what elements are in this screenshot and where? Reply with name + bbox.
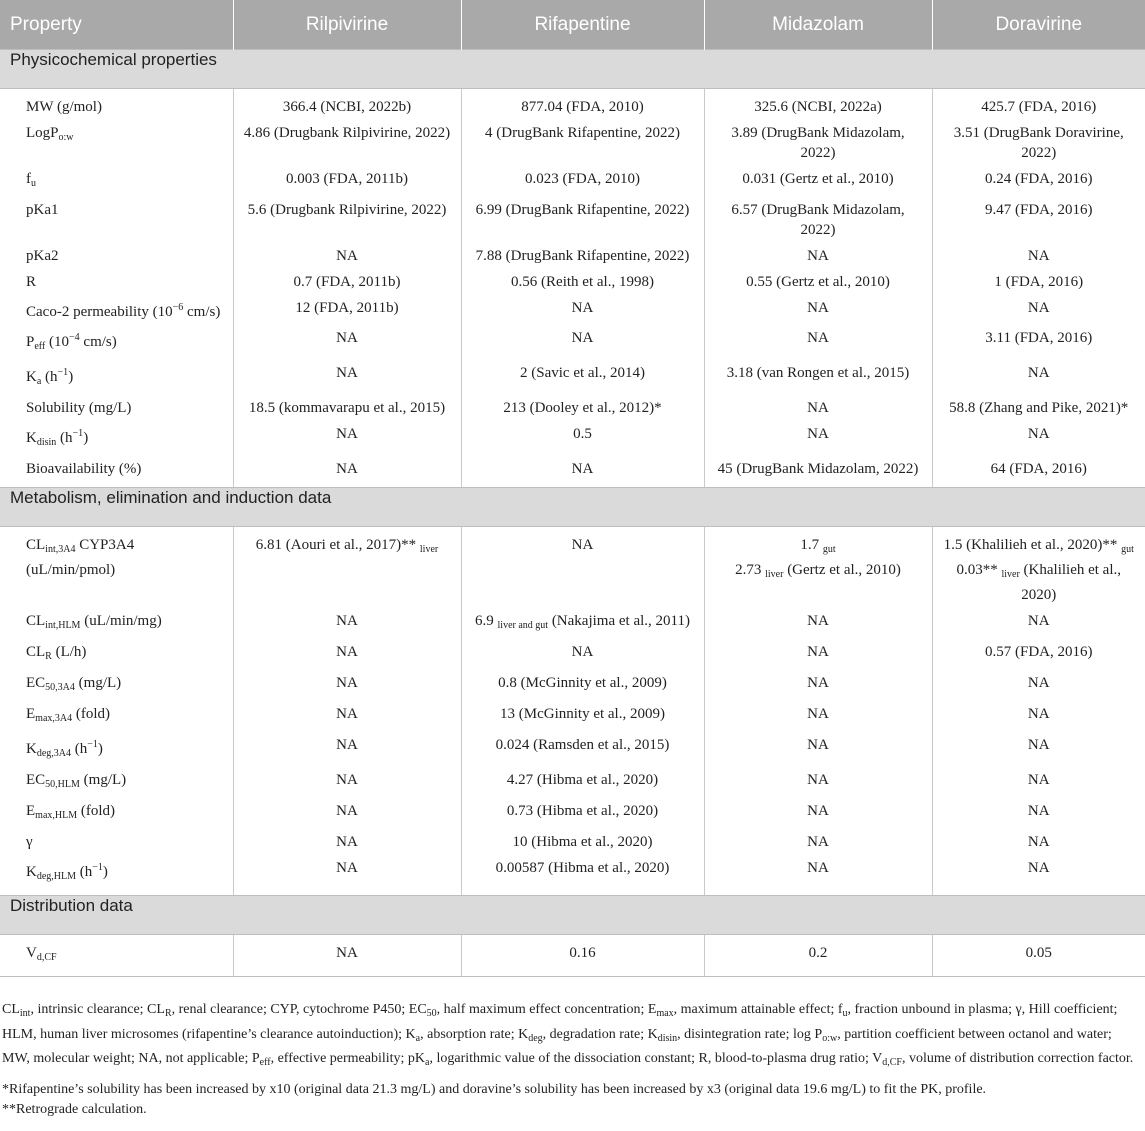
midazolam-value-cell: 0.031 (Gertz et al., 2010) — [704, 166, 932, 197]
section-title: Metabolism, elimination and induction data — [0, 488, 1145, 527]
table-row — [0, 767, 1145, 798]
doravirine-value-cell: 64 (FDA, 2016) — [932, 456, 1145, 488]
subscript: gut — [822, 544, 836, 555]
table-row — [0, 855, 1145, 896]
table-row — [0, 701, 1145, 732]
rifapentine-value-cell: NA — [461, 527, 704, 609]
doravirine-value-cell: 9.47 (FDA, 2016) — [985, 202, 1093, 218]
property-cell: $K_{disin}$ $(h^{-1})$ — [0, 421, 233, 456]
property-cell: $E_{max,3A4}$ (fold) — [0, 701, 233, 732]
midazolam-value-cell: 3.18 (van Rongen et al., 2015) — [704, 360, 932, 395]
property-cell: $EC_{50,HLM}$ (mg/L) — [0, 767, 233, 798]
rifapentine-value-cell: 13 (McGinnity et al., 2009) — [461, 701, 704, 732]
doravirine-value-cell: 0.57 (FDA, 2016) — [985, 644, 1093, 660]
property-cell: Solubility (mg/L) — [0, 395, 233, 421]
subscript: max,HLM — [35, 810, 78, 821]
rilpivirine-value-cell: NA — [233, 456, 461, 488]
rifapentine-value-cell: 6.99 (DrugBank Rifapentine, 2022) — [461, 197, 704, 243]
rilpivirine-value-cell: NA — [233, 325, 461, 360]
property-cell: MW (g/mol) — [0, 89, 233, 121]
table-footnotes — [0, 1000, 1137, 1121]
section-header-row — [0, 50, 1145, 89]
table-row — [0, 360, 1145, 395]
rifapentine-value-cell: NA — [461, 639, 704, 670]
midazolam-value-cell: 6.57 (DrugBank Midazolam, 2022) — [704, 197, 932, 243]
property-cell: $CL_{int,HLM}$ (uL/min/mg) — [0, 608, 233, 639]
table-row — [0, 829, 1145, 855]
table-row — [0, 456, 1145, 488]
table-row — [0, 798, 1145, 829]
abbreviations-note: $CL_{int}$, intrinsic clearance; $CL_R$, renal clearance; CYP, cytochrome P450; $EC_{50}$, half maximum effect concentration; $E_{max}$, maximum attainable effect; $f_u$, fraction unbound in plasma; γ, Hill coefficient; HLM, human liver microsomes (rifapentine’s clearance autoinduction); $K_a$, absorption rate; $K_{deg}$, degradation rate; $K_{disin}$, disintegration rate; $\log P_{o:w}$, partition coefficient between octanol and water; MW, molecular weight; NA, not applicable; $P_{eff}$, effective permeability; $pK_a$, logarithmic value of the dissociation constant; R, blood-to-plasma drug ratio; $V_{d,CF}$, volume of distribution correction factor. — [2, 1002, 1134, 1068]
rifapentine-value-cell: 0.56 (Reith et al., 1998) — [461, 269, 704, 295]
property-cell: R — [0, 269, 233, 295]
subscript: d,CF — [36, 952, 57, 963]
rifapentine-value-cell: NA — [461, 295, 704, 325]
retrograde-footnote: **Retrograde calculation. — [2, 1102, 147, 1117]
table-row — [0, 243, 1145, 269]
superscript: −1 — [92, 862, 103, 873]
doravirine-value-cell: NA — [1027, 737, 1050, 753]
table-row — [0, 166, 1145, 197]
midazolam-value-cell: NA — [704, 798, 932, 829]
doravirine-value-cell: 58.8 (Zhang and Pike, 2021)* — [949, 400, 1129, 416]
property-cell: pKa2 — [0, 243, 233, 269]
subscript: R — [164, 1008, 172, 1019]
subscript: u — [31, 178, 36, 189]
rifapentine-value-cell: NA — [461, 456, 704, 488]
midazolam-value-cell: NA — [704, 639, 932, 670]
midazolam-value-cell: NA — [704, 421, 932, 456]
table-row — [0, 295, 1145, 325]
rifapentine-value-cell: 213 (Dooley et al., 2012)* — [461, 395, 704, 421]
property-cell: γ — [0, 829, 233, 855]
midazolam-value-cell: 45 (DrugBank Midazolam, 2022) — [704, 456, 932, 488]
subscript: 50 — [426, 1008, 437, 1019]
rifapentine-value-cell: 0.023 (FDA, 2010) — [461, 166, 704, 197]
subscript: a — [415, 1032, 421, 1044]
subscript: u — [842, 1008, 848, 1019]
doravirine-value-cell: 1 (FDA, 2016) — [994, 274, 1084, 290]
doravirine-value-cell: NA — [1027, 834, 1050, 850]
table-row — [0, 732, 1145, 767]
property-cell: $P_{eff}$ ($10^{-4}$ cm/s) — [0, 325, 233, 360]
midazolam-value-cell: NA — [704, 829, 932, 855]
subscript: eff — [259, 1057, 271, 1068]
table-row — [0, 325, 1145, 360]
doravirine-value-cell: 3.51 (DrugBank Doravirine, 2022) — [953, 125, 1124, 161]
subscript: liver — [419, 544, 439, 555]
property-cell: $K_{deg,HLM}$ $(h^{-1})$ — [0, 855, 233, 896]
subscript: int — [19, 1008, 31, 1019]
subscript: liver — [765, 569, 784, 580]
rilpivirine-value-cell: NA — [233, 855, 461, 896]
doravirine-value-cell: 0.24 (FDA, 2016) — [985, 171, 1093, 187]
subscript: d,CF — [882, 1057, 902, 1068]
property-cell: LogP$_{o:w}$ — [0, 120, 233, 166]
rilpivirine-value-cell: NA — [233, 829, 461, 855]
midazolam-value-cell: 0.55 (Gertz et al., 2010) — [704, 269, 932, 295]
doravirine-value-cell: NA — [1027, 675, 1050, 691]
rilpivirine-value-cell: NA — [233, 670, 461, 701]
rilpivirine-value-cell: NA — [233, 767, 461, 798]
subscript: deg — [528, 1032, 543, 1044]
table-row — [0, 421, 1145, 456]
property-cell: $f_u$ — [0, 166, 233, 197]
rilpivirine-value-cell: 366.4 (NCBI, 2022b) — [233, 89, 461, 121]
property-cell: Bioavailability (%) — [0, 456, 233, 488]
rifapentine-value-cell: 0.00587 (Hibma et al., 2020) — [461, 855, 704, 896]
rifapentine-value-cell: 0.8 (McGinnity et al., 2009) — [461, 670, 704, 701]
doravirine-value-cell: NA — [1027, 365, 1050, 381]
property-cell: $CL_{int,3A4}$ CYP3A4 (uL/min/pmol) — [0, 527, 233, 609]
subscript: a — [36, 376, 42, 387]
midazolam-value-cell: NA — [704, 767, 932, 798]
table-row — [0, 197, 1145, 243]
section-header-row — [0, 488, 1145, 527]
section-title: Physicochemical properties — [0, 50, 1145, 89]
midazolam-value-cell: 3.89 (DrugBank Midazolam, 2022) — [704, 120, 932, 166]
rilpivirine-value-cell: NA — [233, 935, 461, 977]
table-row — [0, 670, 1145, 701]
subscript: deg,HLM — [36, 871, 77, 882]
table-row — [0, 269, 1145, 295]
rilpivirine-value-cell: NA — [233, 421, 461, 456]
rifapentine-value-cell: 7.88 (DrugBank Rifapentine, 2022) — [461, 243, 704, 269]
doravirine-value-cell: NA — [1027, 803, 1050, 819]
header-row — [0, 0, 1145, 50]
header-midazolam: Midazolam — [704, 0, 932, 50]
midazolam-value-cell: 0.2 — [704, 935, 932, 977]
doravirine-value-cell: NA — [1027, 248, 1050, 264]
rilpivirine-value-cell: 12 (FDA, 2011b) — [233, 295, 461, 325]
subscript: eff — [34, 341, 46, 352]
rilpivirine-value-cell: NA — [233, 798, 461, 829]
rifapentine-value-cell: 4.27 (Hibma et al., 2020) — [461, 767, 704, 798]
superscript: −4 — [69, 332, 80, 343]
solubility-footnote: *Rifapentine’s solubility has been increased by x10 (original data 21.3 mg/L) and doravine’s solubility has been increased by x3 (original data 19.6 mg/L) to fit the PK, profile. — [2, 1081, 987, 1097]
midazolam-value-cell: 1.7 $_{gut}$ 2.73 $_{liver}$ (Gertz et al., 2010) — [704, 527, 932, 609]
midazolam-value-cell: NA — [704, 670, 932, 701]
rifapentine-value-cell: 6.9 $_{liver and gut}$ (Nakajima et al., 2011) — [461, 608, 704, 639]
midazolam-value-cell: NA — [704, 701, 932, 732]
midazolam-value-cell: 325.6 (NCBI, 2022a) — [704, 89, 932, 121]
rifapentine-value-cell: 2 (Savic et al., 2014) — [461, 360, 704, 395]
header-property: Property — [0, 0, 233, 50]
rilpivirine-value-cell: NA — [233, 243, 461, 269]
header-doravirine: Doravirine — [932, 0, 1145, 50]
rifapentine-value-cell: 10 (Hibma et al., 2020) — [461, 829, 704, 855]
rifapentine-value-cell: 0.5 — [461, 421, 704, 456]
rilpivirine-value-cell: NA — [233, 360, 461, 395]
rifapentine-value-cell: 0.73 (Hibma et al., 2020) — [461, 798, 704, 829]
table-row — [0, 935, 1145, 977]
doravirine-value-cell: NA — [1027, 613, 1050, 629]
property-cell: $K_{deg,3A4}$ $(h^{-1})$ — [0, 732, 233, 767]
section-title: Distribution data — [0, 896, 1145, 935]
midazolam-value-cell: NA — [704, 855, 932, 896]
property-cell: $CL_R$ (L/h) — [0, 639, 233, 670]
midazolam-value-cell: NA — [704, 243, 932, 269]
midazolam-value-cell: NA — [704, 325, 932, 360]
table-row — [0, 89, 1145, 121]
table-row — [0, 608, 1145, 639]
rilpivirine-value-cell: 0.7 (FDA, 2011b) — [233, 269, 461, 295]
rilpivirine-value-cell: NA — [233, 701, 461, 732]
rilpivirine-value-cell: 0.003 (FDA, 2011b) — [233, 166, 461, 197]
doravirine-value-cell: 425.7 (FDA, 2016) — [981, 99, 1097, 115]
header-rifapentine: Rifapentine — [461, 0, 704, 50]
doravirine-value-cell: NA — [932, 855, 1145, 896]
subscript: deg,3A4 — [36, 748, 72, 759]
doravirine-value-cell: NA — [1027, 426, 1050, 442]
superscript: −1 — [72, 428, 84, 439]
table-row — [0, 527, 1145, 609]
rilpivirine-value-cell: NA — [233, 732, 461, 767]
rifapentine-value-cell: 0.024 (Ramsden et al., 2015) — [461, 732, 704, 767]
midazolam-value-cell: NA — [704, 395, 932, 421]
superscript: −1 — [57, 367, 69, 378]
subscript: disin — [657, 1032, 678, 1044]
section-header-row — [0, 896, 1145, 935]
rifapentine-value-cell: 4 (DrugBank Rifapentine, 2022) — [461, 120, 704, 166]
property-cell: Caco-2 permeability ($10^{-6}$ cm/s) — [0, 295, 233, 325]
subscript: 50,3A4 — [45, 682, 75, 693]
doravirine-value-cell: 1.5 (Khalilieh et al., 2020)** $_{gut}$ 0.03** $_{liver}$ (Khalilieh et al., 2020) — [943, 537, 1134, 603]
rilpivirine-value-cell: 4.86 (Drugbank Rilpivirine, 2022) — [233, 120, 461, 166]
header-rilpivirine: Rilpivirine — [233, 0, 461, 50]
subscript: max,3A4 — [35, 713, 73, 724]
rilpivirine-value-cell: 5.6 (Drugbank Rilpivirine, 2022) — [233, 197, 461, 243]
table-row — [0, 395, 1145, 421]
rilpivirine-value-cell: 6.81 (Aouri et al., 2017)** $_{liver}$ — [233, 527, 461, 609]
subscript: o:w — [822, 1032, 838, 1044]
midazolam-value-cell: NA — [704, 608, 932, 639]
subscript: 50,HLM — [45, 779, 80, 790]
rifapentine-value-cell: NA — [461, 325, 704, 360]
subscript: R — [45, 651, 52, 662]
doravirine-value-cell: 0.05 — [932, 935, 1145, 977]
rilpivirine-value-cell: NA — [233, 608, 461, 639]
doravirine-value-cell: NA — [1027, 300, 1050, 316]
subscript: liver and gut — [497, 620, 549, 631]
doravirine-value-cell: NA — [1027, 772, 1050, 788]
subscript: disin — [36, 437, 57, 448]
table-body — [0, 50, 1145, 977]
table-row — [0, 639, 1145, 670]
subscript: liver — [1001, 569, 1020, 580]
property-cell: pKa1 — [0, 197, 233, 243]
property-cell: $E_{max,HLM}$ (fold) — [0, 798, 233, 829]
rilpivirine-value-cell: 18.5 (kommavarapu et al., 2015) — [233, 395, 461, 421]
subscript: gut — [1121, 544, 1134, 555]
subscript: o:w — [58, 132, 74, 143]
property-cell: $EC_{50,3A4}$ (mg/L) — [0, 670, 233, 701]
subscript: int,3A4 — [45, 544, 76, 555]
superscript: −6 — [172, 302, 184, 313]
subscript: int,HLM — [45, 620, 81, 631]
property-cell: $V_{d,CF}$ — [0, 935, 233, 977]
rifapentine-value-cell: 0.16 — [461, 935, 704, 977]
rifapentine-value-cell: 877.04 (FDA, 2010) — [461, 89, 704, 121]
doravirine-value-cell: NA — [1027, 706, 1050, 722]
superscript: −1 — [87, 739, 98, 750]
subscript: a — [425, 1057, 430, 1068]
midazolam-value-cell: NA — [704, 295, 932, 325]
midazolam-value-cell: NA — [704, 732, 932, 767]
property-cell: $K_a$ $(h^{-1})$ — [0, 360, 233, 395]
subscript: max — [656, 1008, 674, 1019]
doravirine-value-cell: 3.11 (FDA, 2016) — [985, 330, 1093, 346]
rilpivirine-value-cell: NA — [233, 639, 461, 670]
table-row — [0, 120, 1145, 166]
